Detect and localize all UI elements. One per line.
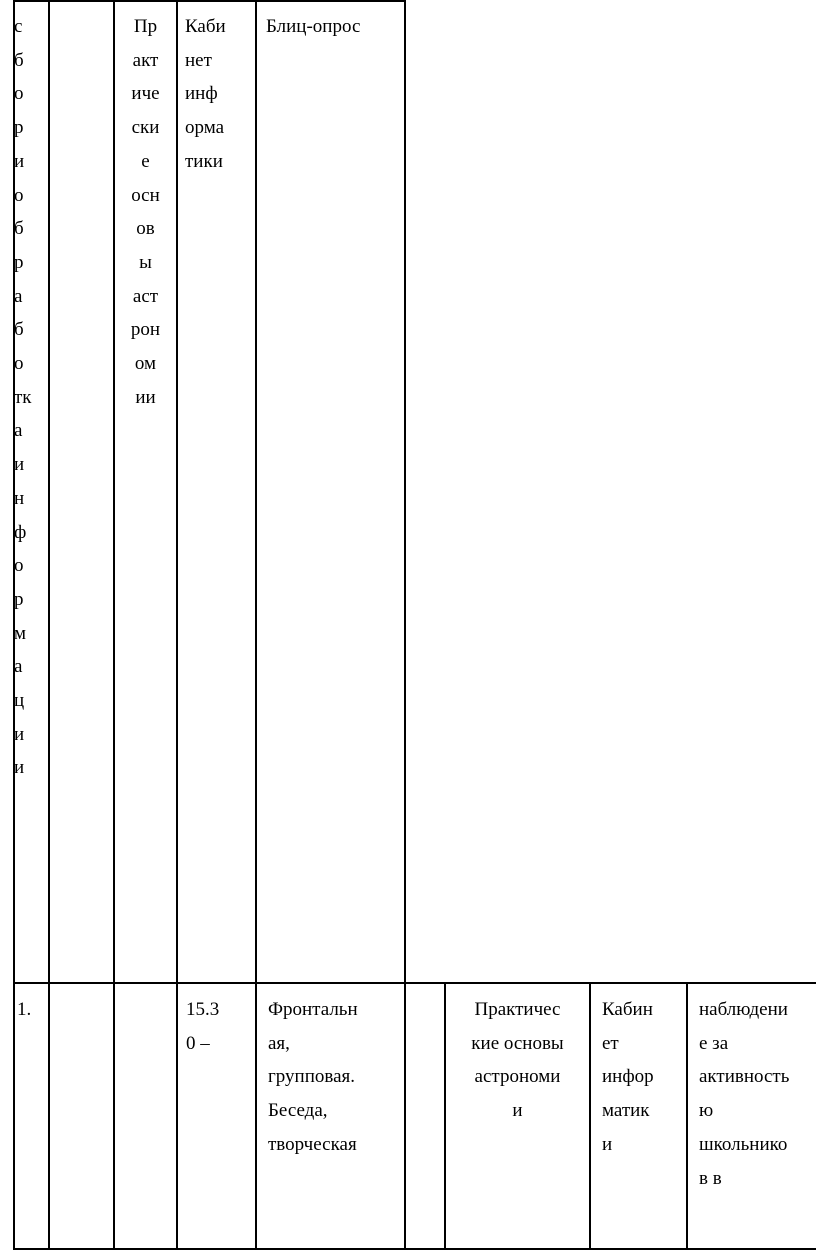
row1-col1-text: с б о р и о б р а б о тк а и н ф о р м а ц и и	[14, 16, 32, 779]
border-col4	[176, 0, 178, 1250]
row-divider	[13, 982, 816, 984]
row1-top-border	[13, 0, 405, 2]
row1-col5-text: Блиц-опрос	[266, 16, 361, 37]
border-col5	[255, 0, 257, 1250]
border-col9	[686, 983, 688, 1250]
row2-form: Фронтальн ая, групповая. Беседа, творческая	[268, 999, 358, 1155]
row2-time: 15.3 0 –	[186, 999, 220, 1054]
row1-col4-text: Каби нет инф орма тики	[185, 16, 226, 172]
row2-topic: Практичес кие основы астрономи и	[471, 999, 564, 1122]
table-bottom-border	[13, 1248, 816, 1250]
row2-place: Кабин ет инфор матик и	[602, 999, 654, 1155]
border-col6	[404, 0, 406, 1250]
row1-col3-text: Пр акт иче ски е осн ов ы аст рон ом ии	[130, 16, 161, 408]
row2-control: наблюдени е за активность ю школьнико в в	[699, 999, 790, 1189]
border-col8	[589, 983, 591, 1250]
row2-number: 1.	[17, 999, 32, 1020]
